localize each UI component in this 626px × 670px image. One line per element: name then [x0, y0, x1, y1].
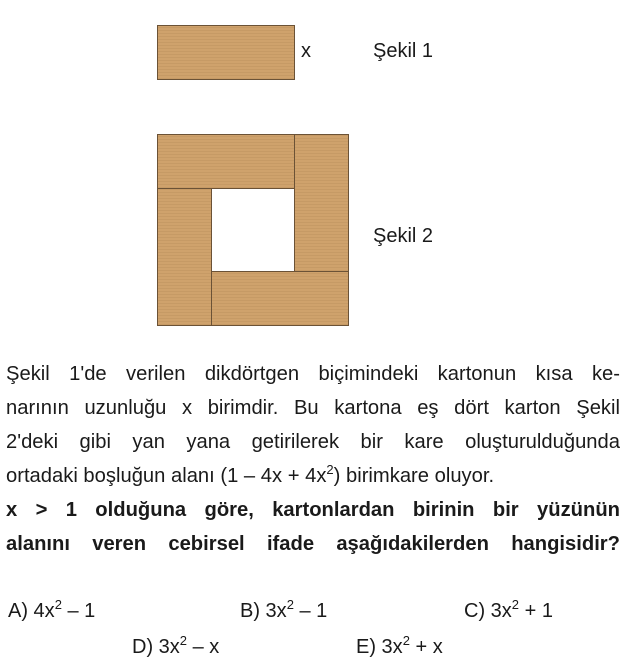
- question-bold-line-2: alanını veren cebirsel ifade aşağıdakilerden hangisidir?: [6, 533, 620, 555]
- figure1-rectangle: [157, 25, 295, 80]
- figure2-card-top: [157, 134, 295, 189]
- option-a[interactable]: A) $4x^2 - 1$: [8, 597, 96, 622]
- option-e[interactable]: E) $3x^2 + x$: [356, 633, 443, 658]
- question-text: [6, 357, 620, 561]
- option-b[interactable]: B) $3x^2 - 1$: [240, 597, 328, 622]
- figure2-square: [157, 134, 349, 326]
- figure2-card-bottom: [211, 271, 349, 326]
- question-line-1: Şekil 1'de verilen dikdörtgen biçimindeki kartonun kısa ke-: [6, 363, 620, 385]
- option-d[interactable]: D) $3x^2$ – x: [132, 633, 220, 658]
- question-line-3: 2'deki gibi yan yana getirilerek bir kare oluşturulduğunda: [6, 431, 620, 453]
- figure1-caption: Şekil 1: [373, 40, 434, 62]
- question-line-2: narının uzunluğu x birimdir. Bu kartona eş dört karton Şekil: [6, 397, 620, 419]
- figure2-caption: Şekil 2: [373, 225, 434, 247]
- option-c[interactable]: C) $3x^2 + 1$: [464, 597, 553, 622]
- figure2-card-right: [294, 134, 349, 272]
- figure1-side-label: x: [301, 40, 311, 62]
- question-line-4: ortadaki boşluğun alanı $(1 - 4x + 4x^2)$ birimkare oluyor.: [6, 462, 495, 487]
- question-bold-line-1: x > 1 olduğuna göre, kartonlardan birinin bir yüzünün: [6, 499, 620, 521]
- figure2-card-left: [157, 188, 212, 326]
